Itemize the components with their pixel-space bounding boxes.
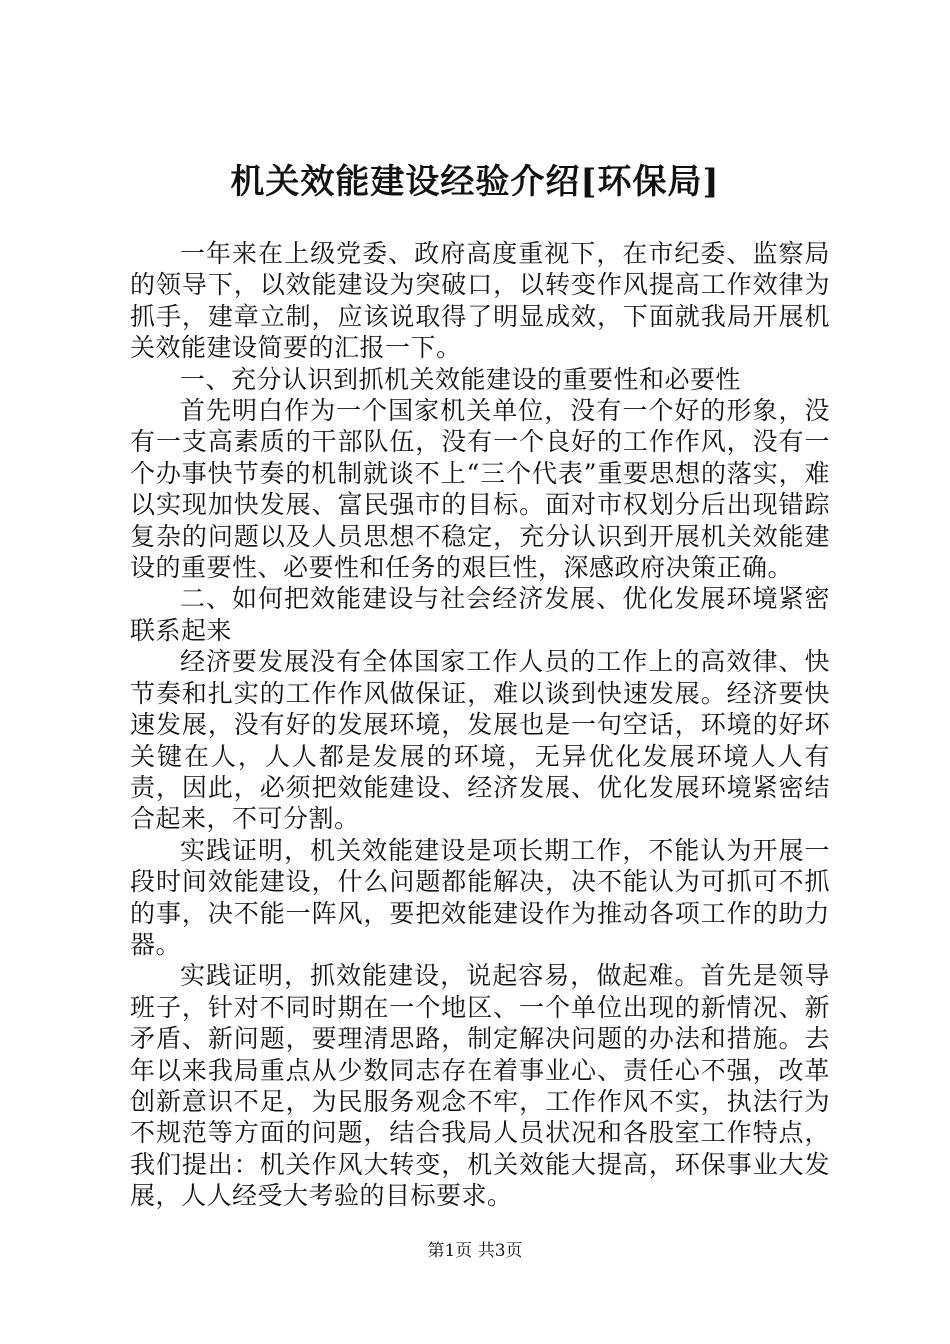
paragraph-practice-2: 实践证明，抓效能建设，说起容易，做起难。首先是领导班子，针对不同时期在一个地区、一个单位出现的新情况、新矛盾、新问题，要理清思路，制定解决问题的办法和措施。去年以来我局重点从少数同志存在着事业心、责任心不强，改革创新意识不足，为民服务观念不牢，工作作风不实，执法行为不规范等方面的问题，结合我局人员状况和各股室工作特点，我们提出：机关作风大转变，机关效能大提高，环保事业大发展，人人经受大考验的目标要求。 xyxy=(130,961,830,1211)
document-body xyxy=(130,238,830,1212)
section-heading-1: 一、充分认识到抓机关效能建设的重要性和必要性 xyxy=(180,364,742,394)
page-footer: 第1页 共3页 xyxy=(427,1241,523,1261)
paragraph-section-1: 首先明白作为一个国家机关单位，没有一个好的形象，没有一支高素质的干部队伍，没有一个良好的工作作风，没有一个办事快节奏的机制就谈不上“三个代表”重要思想的落实，难以实现加快发展、富民强市的目标。面对市权划分后出现错踪复杂的问题以及人员思想不稳定，充分认识到开展机关效能建设的重要性、必要性和任务的艰巨性，深感政府决策正确。 xyxy=(130,396,830,583)
document-title: 机关效能建设经验介绍[环保局] xyxy=(230,162,720,202)
paragraph-section-2: 经济要发展没有全体国家工作人员的工作上的高效律、快节奏和扎实的工作作风做保证，难以谈到快速发展。经济要快速发展，没有好的发展环境，发展也是一句空话，环境的好坏关键在人，人人都是发展的环境，无异优化发展环境人人有责，因此，必须把效能建设、经济发展、优化发展环境紧密结合起来，不可分割。 xyxy=(130,647,830,834)
paragraph-intro: 一年来在上级党委、政府高度重视下，在市纪委、监察局的领导下，以效能建设为突破口，以转变作风提高工作效律为抓手，建章立制，应该说取得了明显成效，下面就我局开展机关效能建设简要的汇报一下。 xyxy=(130,239,830,363)
section-heading-2: 二、如何把效能建设与社会经济发展、优化发展环境紧密联系起来 xyxy=(130,584,830,645)
paragraph-practice-1: 实践证明，机关效能建设是项长期工作，不能认为开展一段时间效能建设，什么问题都能解决，决不能认为可抓可不抓的事，决不能一阵风，要把效能建设作为推动各项工作的助力器。 xyxy=(130,835,830,959)
